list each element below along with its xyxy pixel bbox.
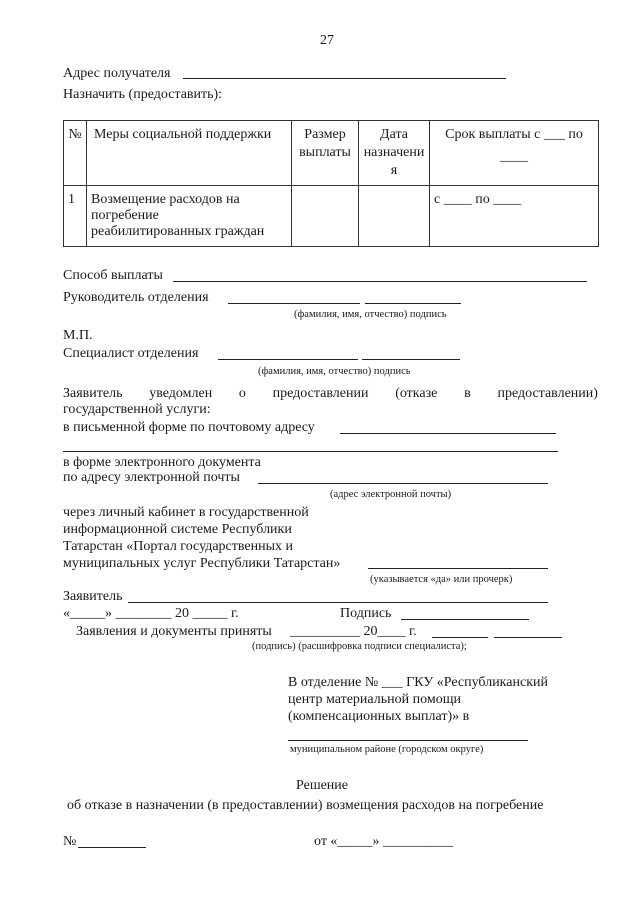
- row-measure: Возмещение расходов на погребение реабилитированных граждан: [87, 186, 292, 247]
- head-of-department-label: Руководитель отделения: [63, 290, 209, 305]
- decision-number-label: №: [63, 834, 77, 849]
- header-num: №: [64, 121, 87, 186]
- applicant-label: Заявитель: [63, 589, 123, 604]
- portal-line-1: через личный кабинет в государственной: [63, 505, 309, 520]
- written-form-label: в письменной форме по почтовому адресу: [63, 420, 315, 435]
- row-size[interactable]: [292, 186, 359, 247]
- email-address-line[interactable]: [258, 483, 548, 484]
- row-date[interactable]: [359, 186, 430, 247]
- stamp-label: М.П.: [63, 328, 93, 343]
- decision-subtitle: об отказе в назначении (в предоставлении) возмещения расходов на погребение: [67, 798, 544, 813]
- accepted-signature-line[interactable]: [432, 637, 488, 638]
- header-size: Размер выплаты: [292, 121, 359, 186]
- table-row: [64, 186, 599, 247]
- decision-date-label: от «_____» __________: [314, 834, 453, 849]
- portal-line-4: муниципальных услуг Республики Татарстан»: [63, 556, 341, 571]
- electronic-form-label: в форме электронного документа: [63, 455, 261, 470]
- payment-method-label: Способ выплаты: [63, 268, 163, 283]
- payment-method-line[interactable]: [173, 281, 587, 282]
- header-measures: Меры социальной поддержки: [87, 121, 292, 186]
- notification-intro-line2: государственной услуги:: [63, 402, 211, 417]
- portal-caption: (указывается «да» или прочерк): [370, 574, 513, 585]
- postal-address-line[interactable]: [340, 433, 556, 434]
- portal-line-2: информационной системе Республики: [63, 522, 292, 537]
- table-header-row: [64, 121, 599, 186]
- head-name-line[interactable]: [228, 303, 360, 304]
- specialist-name-line[interactable]: [218, 359, 358, 360]
- email-address-label: по адресу электронной почты: [63, 470, 240, 485]
- specialist-signature-line[interactable]: [362, 359, 460, 360]
- signature-label: Подпись: [340, 606, 392, 621]
- district-caption: муниципальном районе (городском округе): [290, 744, 484, 755]
- notification-intro: Заявитель уведомлен о предоставлении (отказе в предоставлении): [63, 386, 598, 401]
- applicant-date: «_____» ________ 20 _____ г.: [63, 606, 239, 621]
- addressee-line-1: В отделение № ___ ГКУ «Республиканский: [288, 675, 548, 690]
- recipient-address-line[interactable]: [183, 78, 506, 79]
- specialist-caption: (фамилия, имя, отчество) подпись: [258, 366, 411, 377]
- decision-number-line[interactable]: [78, 847, 146, 848]
- district-line[interactable]: [288, 740, 528, 741]
- recipient-address-label: Адрес получателя: [63, 66, 171, 81]
- page-number: 27: [320, 33, 334, 48]
- decision-title: Решение: [296, 778, 349, 793]
- accepted-name-line[interactable]: [494, 637, 562, 638]
- support-measures-table: [63, 120, 599, 247]
- documents-accepted-label: Заявления и документы приняты: [76, 624, 272, 639]
- applicant-line[interactable]: [128, 602, 548, 603]
- assign-label: Назначить (предоставить):: [63, 87, 223, 102]
- signature-line[interactable]: [401, 619, 529, 620]
- accepted-caption: (подпись) (расшифровка подписи специалиста);: [252, 641, 467, 652]
- head-caption: (фамилия, имя, отчество) подпись: [294, 309, 447, 320]
- portal-answer-line[interactable]: [368, 568, 548, 569]
- documents-accepted-date: __________ 20____ г.: [290, 624, 417, 639]
- addressee-line-3: (компенсационных выплат)» в: [288, 709, 470, 724]
- row-term[interactable]: с ____ по ____: [430, 186, 599, 247]
- row-num: 1: [64, 186, 87, 247]
- specialist-label: Специалист отделения: [63, 346, 199, 361]
- header-date: Дата назначени я: [359, 121, 430, 186]
- email-caption: (адрес электронной почты): [330, 489, 452, 500]
- header-term: Срок выплаты с ___ по ____: [430, 121, 599, 186]
- head-signature-line[interactable]: [365, 303, 461, 304]
- postal-address-line-2[interactable]: [63, 451, 558, 452]
- portal-line-3: Татарстан «Портал государственных и: [63, 539, 293, 554]
- addressee-line-2: центр материальной помощи: [288, 692, 461, 707]
